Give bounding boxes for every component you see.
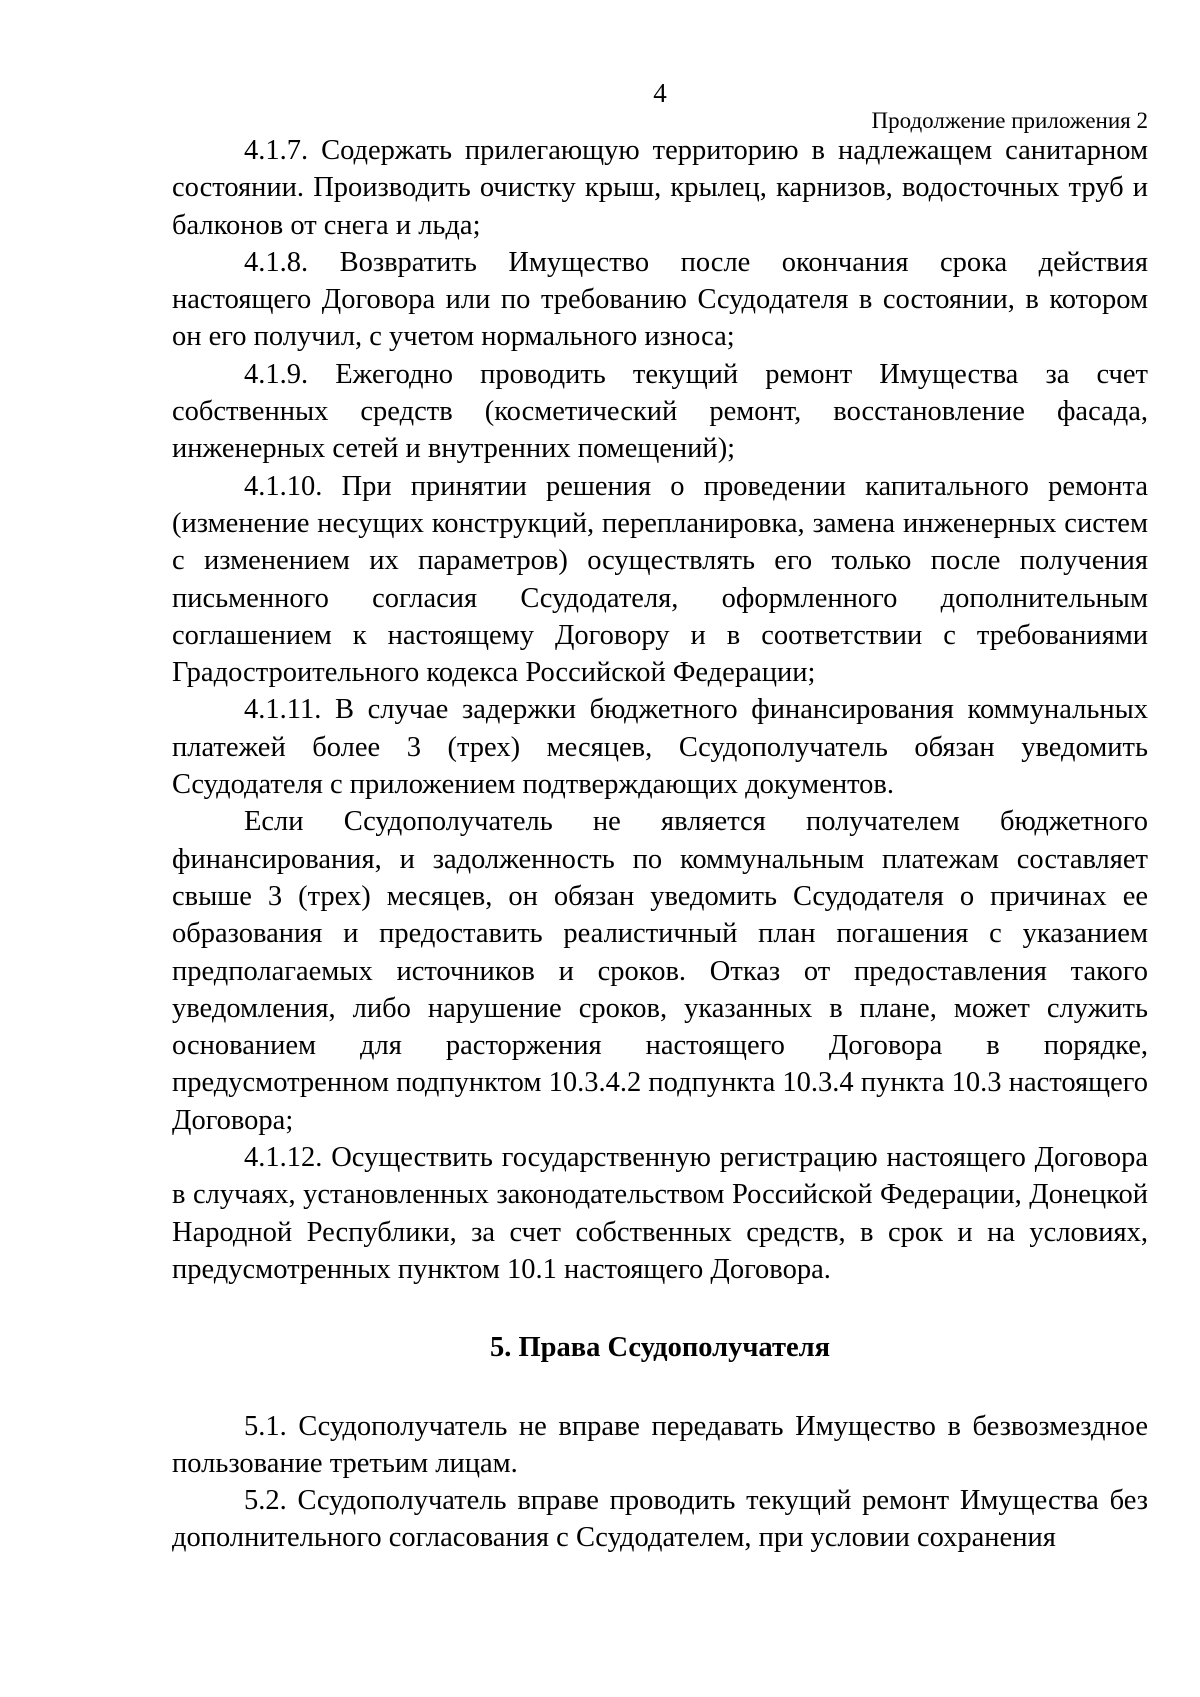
clause-4-1-9: 4.1.9. Ежегодно проводить текущий ремонт Имущества за счет собственных средств (косметический ремонт, восстановление фасада, инженерных сетей и внутренних помещений); — [172, 358, 1148, 465]
clause-4-1-8: 4.1.8. Возвратить Имущество после окончания срока действия настоящего Договора или по требованию Ссудодателя в состоянии, в котором он его получил, с учетом нормального износа; — [172, 246, 1148, 353]
clause-5-2: 5.2. Ссудополучатель вправе проводить текущий ремонт Имущества без дополнительного согласования с Ссудодателем, при условии сохранения — [172, 1485, 1148, 1554]
clause-5-1: 5.1. Ссудополучатель не вправе передавать Имущество в безвозмездное пользование третьим лицам. — [172, 1410, 1148, 1479]
clause-4-1-11: 4.1.11. В случае задержки бюджетного финансирования коммунальных платежей более 3 (трех) месяцев, Ссудополучатель обязан уведомить Ссудодателя с приложением подтверждающих документов. — [172, 694, 1148, 801]
clause-4-1-10: 4.1.10. При принятии решения о проведении капитального ремонта (изменение несущих конструкций, перепланировка, замена инженерных систем с изменением их параметров) осуществлять его только после получения письменного согласия Ссудодателя, оформленного дополнительным соглашением к настоящему Договору и в соответствии с требованиями Градостроительного кодекса Российской Федерации; — [172, 470, 1148, 689]
page-number: 4 — [653, 78, 667, 108]
document-body — [172, 132, 1148, 1557]
clause-4-1-11-continuation: Если Ссудополучатель не является получателем бюджетного финансирования, и задолженность по коммунальным платежам составляет свыше 3 (трех) месяцев, он обязан уведомить Ссудодателя о причинах ее образования и предоставить реалистичный план погашения с указанием предполагаемых источников и сроков. Отказ от предоставления такого уведомления, либо нарушение сроков, указанных в плане, может служить основанием для расторжения настоящего Договора в порядке, предусмотренном подпунктом 10.3.4.2 подпункта 10.3.4 пункта 10.3 настоящего Договора; — [172, 806, 1148, 1136]
appendix-continuation-note: Продолжение приложения 2 — [871, 108, 1148, 133]
clause-4-1-7: 4.1.7. Содержать прилегающую территорию в надлежащем санитарном состоянии. Производить очистку крыш, крылец, карнизов, водосточных труб и балконов от снега и льда; — [172, 135, 1148, 241]
section-heading: 5. Права Ссудополучателя — [489, 1332, 831, 1364]
clause-4-1-12: 4.1.12. Осуществить государственную регистрацию настоящего Договора в случаях, установленных законодательством Российской Федерации, Донецкой Народной Республики, за счет собственных средств, в срок и на условиях, предусмотренных пунктом 10.1 настоящего Договора. — [172, 1142, 1148, 1285]
